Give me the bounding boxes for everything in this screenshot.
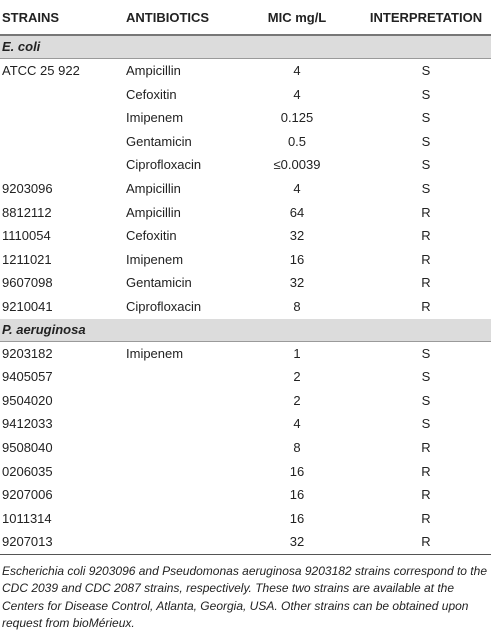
antibiotic-cell: Ampicillin xyxy=(126,180,181,196)
mic-cell: 32 xyxy=(233,530,361,554)
mic-cell: 16 xyxy=(289,487,305,503)
mic-cell: 16 xyxy=(289,251,305,267)
header-mic: MIC mg/L xyxy=(233,0,361,35)
strain-cell: 1211021 xyxy=(2,251,52,267)
antibiotic-cell xyxy=(118,365,233,389)
antibiotic-cell: Cefoxitin xyxy=(126,86,177,102)
table-row xyxy=(0,507,491,531)
antibiotic-cell xyxy=(118,436,233,460)
mic-cell: ≤0.0039 xyxy=(273,157,321,173)
strain-cell xyxy=(0,83,118,107)
antibiotic-cell xyxy=(118,460,233,484)
strain-cell xyxy=(0,106,118,130)
mic-cell: 32 xyxy=(289,228,305,244)
interpretation-cell: S xyxy=(421,416,431,432)
table-row xyxy=(0,389,491,413)
strain-cell: 8812112 xyxy=(2,204,52,220)
interpretation-cell: R xyxy=(421,510,431,526)
interpretation-cell: S xyxy=(421,63,431,78)
antibiotic-cell: Ampicillin xyxy=(126,63,181,78)
table-row xyxy=(0,341,491,365)
interpretation-cell: S xyxy=(421,133,431,149)
table-row xyxy=(0,460,491,484)
interpretation-cell: S xyxy=(421,392,431,408)
mic-cell: 4 xyxy=(293,180,301,196)
antibiotic-cell xyxy=(118,507,233,531)
table-footnote: Escherichia coli 9203096 and Pseudomonas aeruginosa 9203182 strains correspond to the CDC 2039 and CDC 2087 strains, respectively. These two strains are available at the Centers for Disease Control, Atlanta, Georgia, USA. Other strains can be obtained upon request from bioMérieux. xyxy=(2,563,487,631)
interpretation-cell: R xyxy=(421,204,431,220)
antibiotic-cell xyxy=(118,412,233,436)
table-row xyxy=(0,483,491,507)
interpretation-cell: R xyxy=(421,298,431,314)
strain-cell: 9203182 xyxy=(2,345,53,361)
interpretation-cell: S xyxy=(421,157,431,173)
mic-cell: 32 xyxy=(289,275,305,291)
mic-cell: 4 xyxy=(293,63,301,78)
mic-cell: 16 xyxy=(289,463,305,479)
strain-cell: 9508040 xyxy=(2,439,53,455)
strain-cell: 9203096 xyxy=(2,180,53,196)
antibiotic-cell: Gentamicin xyxy=(126,133,192,149)
strain-cell: 9207013 xyxy=(0,530,118,554)
table-row xyxy=(0,177,491,201)
table-row xyxy=(0,365,491,389)
table-row xyxy=(0,530,491,554)
antibiotic-cell xyxy=(118,530,233,554)
table-row xyxy=(0,130,491,154)
antibiotic-cell: Imipenem xyxy=(126,110,184,126)
antibiotic-cell: Ciprofloxacin xyxy=(126,298,202,314)
table-row xyxy=(0,83,491,107)
strain-cell: 9504020 xyxy=(2,392,53,408)
mic-cell: 0.125 xyxy=(280,110,314,126)
interpretation-cell: S xyxy=(421,180,431,196)
section-row xyxy=(0,319,491,342)
interpretation-cell: S xyxy=(421,345,431,361)
table-row xyxy=(0,201,491,225)
section-label: E. coli xyxy=(0,35,491,59)
interpretation-cell: R xyxy=(361,530,491,554)
strain-cell xyxy=(0,153,118,177)
mic-cell: 0.5 xyxy=(287,133,307,149)
table-row xyxy=(0,412,491,436)
interpretation-cell: R xyxy=(421,439,431,455)
interpretation-cell: S xyxy=(421,110,431,126)
interpretation-cell: S xyxy=(421,86,431,102)
mic-cell: 64 xyxy=(289,204,305,220)
table-header-row xyxy=(0,0,491,35)
antibiotic-cell: Cefoxitin xyxy=(126,228,177,244)
header-interpretation: INTERPRETATION xyxy=(361,0,491,35)
table-row xyxy=(0,59,491,83)
strain-cell: 9607098 xyxy=(2,275,53,291)
table-row xyxy=(0,106,491,130)
mic-cell: 4 xyxy=(293,86,301,102)
interpretation-cell: R xyxy=(421,275,431,291)
header-strains: STRAINS xyxy=(0,0,118,35)
strain-cell: 1011314 xyxy=(2,510,52,526)
antibiotic-cell: Gentamicin xyxy=(126,275,192,291)
strain-cell: 1110054 xyxy=(2,228,51,244)
section-row xyxy=(0,35,491,59)
table-row xyxy=(0,153,491,177)
strain-cell: 9210041 xyxy=(2,298,53,314)
table-row xyxy=(0,295,491,319)
mic-cell: 8 xyxy=(293,439,301,455)
strain-cell: 0206035 xyxy=(2,463,53,479)
interpretation-cell: R xyxy=(421,463,431,479)
antibiotic-cell: Imipenem xyxy=(126,345,184,361)
table-row xyxy=(0,248,491,272)
table-row xyxy=(0,224,491,248)
interpretation-cell: R xyxy=(421,251,431,267)
antibiotic-cell: Ciprofloxacin xyxy=(126,157,202,173)
mic-cell: 2 xyxy=(293,392,301,408)
mic-cell: 4 xyxy=(293,416,301,432)
strain-cell xyxy=(0,130,118,154)
antibiotic-cell xyxy=(118,389,233,413)
table-body xyxy=(0,35,491,554)
header-antibiotics: ANTIBIOTICS xyxy=(118,0,233,35)
strain-cell: 9405057 xyxy=(2,369,53,385)
interpretation-cell: S xyxy=(421,369,431,385)
interpretation-cell: R xyxy=(421,487,431,503)
mic-cell: 1 xyxy=(293,345,301,361)
interpretation-cell: R xyxy=(421,228,431,244)
table-row xyxy=(0,271,491,295)
strain-cell: 9412033 xyxy=(2,416,53,432)
mic-cell: 2 xyxy=(293,369,301,385)
section-label: P. aeruginosa xyxy=(0,319,491,342)
antibiotic-cell xyxy=(118,483,233,507)
antibiotic-cell: Ampicillin xyxy=(126,204,181,220)
antibiotic-cell: Imipenem xyxy=(126,251,184,267)
strain-cell: ATCC 25 922 xyxy=(2,63,80,78)
strain-cell: 9207006 xyxy=(2,487,53,503)
mic-cell: 16 xyxy=(289,510,305,526)
table-row xyxy=(0,436,491,460)
mic-cell: 8 xyxy=(293,298,301,314)
